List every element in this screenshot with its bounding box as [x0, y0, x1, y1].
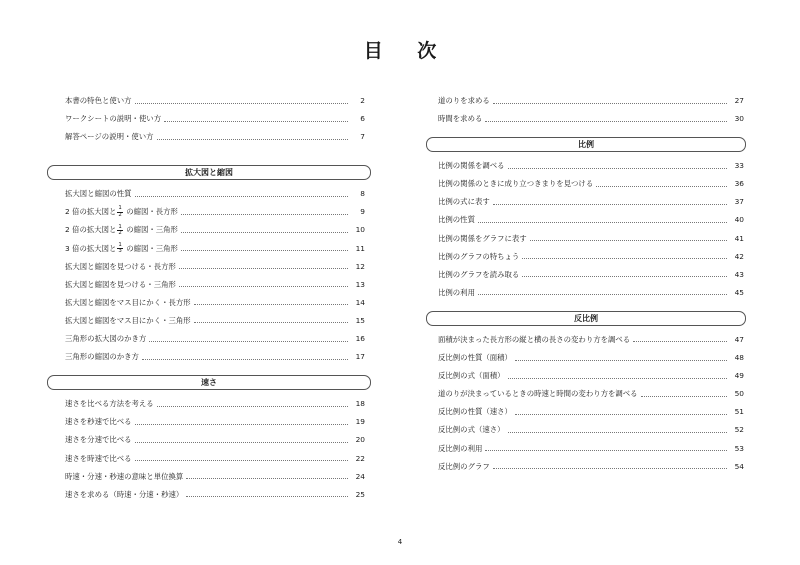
toc-entry-label: 比例のグラフを読み取る — [438, 269, 520, 279]
dot-leader — [157, 406, 348, 407]
toc-entry[interactable] — [65, 450, 365, 468]
dot-leader — [181, 232, 348, 233]
toc-entry-label: 比例の関係を調べる — [438, 161, 505, 171]
dot-leader — [478, 222, 727, 223]
toc-entry-page: 6 — [360, 114, 365, 124]
toc-entry-label: 比例の性質 — [438, 215, 475, 225]
toc-entry-label-post: の縮図・三角形 — [123, 243, 178, 253]
toc-entry-label: 拡大図と縮図をマス目にかく・長方形 — [65, 297, 191, 307]
toc-entry-label: 比例のグラフの特ちょう — [438, 251, 520, 261]
toc-entry[interactable] — [438, 266, 744, 284]
dot-leader — [135, 460, 348, 461]
dot-leader — [493, 468, 727, 469]
toc-entry[interactable] — [438, 284, 744, 302]
fraction-denominator: 3 — [118, 248, 122, 255]
toc-entry[interactable] — [65, 348, 365, 366]
intro-list — [65, 92, 365, 146]
dot-leader — [142, 359, 348, 360]
toc-entry-page: 45 — [734, 287, 744, 297]
toc-entry-page: 49 — [734, 371, 744, 381]
toc-entry[interactable] — [438, 458, 744, 476]
toc-entry-page: 36 — [734, 179, 744, 189]
dot-leader — [493, 103, 727, 104]
section-heading-enlarged-reduced: 拡大図と縮図 — [47, 165, 371, 180]
toc-entry-label-post: の縮図・長方形 — [123, 207, 178, 217]
section-heading-speed: 速さ — [47, 375, 371, 390]
section-list-speed — [65, 395, 365, 504]
toc-entry-label: 速さを時速で比べる — [65, 453, 132, 463]
toc-entry[interactable] — [65, 203, 365, 221]
toc-entry-page: 15 — [355, 315, 365, 325]
dot-leader — [508, 168, 727, 169]
toc-entry-page: 9 — [360, 207, 365, 217]
toc-entry[interactable] — [65, 92, 365, 110]
page-number: 4 — [397, 538, 403, 546]
page-title: 目 次 — [363, 40, 451, 62]
dot-leader — [485, 121, 727, 122]
toc-entry[interactable] — [438, 331, 744, 349]
toc-entry-label: 三角形の拡大図のかき方 — [65, 334, 147, 344]
dot-leader — [508, 432, 727, 433]
fraction-numerator: 1 — [118, 241, 122, 248]
toc-entry-label: 速さを比べる方法を考える — [65, 399, 154, 409]
dot-leader — [135, 442, 348, 443]
toc-entry-label: 拡大図と縮図をマス目にかく・三角形 — [65, 315, 191, 325]
dot-leader — [181, 214, 348, 215]
dot-leader — [135, 196, 348, 197]
toc-entry-label — [65, 240, 178, 258]
toc-entry-page: 17 — [355, 352, 365, 362]
dot-leader — [641, 396, 727, 397]
toc-entry[interactable] — [65, 312, 365, 330]
toc-right-column — [438, 92, 744, 476]
toc-entry-label: 本書の特色と使い方 — [65, 96, 132, 105]
fraction-numerator: 1 — [118, 205, 122, 212]
toc-entry-page: 30 — [734, 114, 744, 124]
dot-leader — [515, 360, 727, 361]
toc-entry-label-post: の縮図・三角形 — [123, 225, 178, 235]
toc-entry[interactable] — [438, 403, 744, 421]
dot-leader — [157, 139, 348, 140]
toc-entry[interactable] — [65, 221, 365, 239]
toc-entry-page: 43 — [734, 269, 744, 279]
toc-entry-page: 11 — [355, 243, 365, 253]
fraction — [117, 225, 122, 237]
dot-leader — [493, 204, 727, 205]
toc-entry-label: 比例の式に表す — [438, 197, 490, 207]
toc-entry-page: 25 — [355, 489, 365, 499]
toc-entry-label: 比例の関係のときに成り立つきまりを見つける — [438, 179, 594, 189]
toc-entry[interactable] — [65, 128, 365, 146]
toc-entry[interactable] — [438, 175, 744, 193]
toc-entry[interactable] — [65, 431, 365, 449]
toc-entry[interactable] — [65, 395, 365, 413]
toc-entry-page: 52 — [734, 425, 744, 435]
toc-entry-label: 三角形の縮図のかき方 — [65, 352, 139, 362]
fraction — [117, 243, 122, 255]
toc-entry[interactable] — [65, 240, 365, 258]
toc-entry-page: 51 — [734, 407, 744, 417]
toc-entry-page: 10 — [355, 225, 365, 235]
toc-entry-label: 反比例の式（面積） — [438, 371, 505, 381]
toc-entry-label: 速さを求める（時速・分速・秒速） — [65, 489, 184, 499]
toc-entry-label: 拡大図と縮図を見つける・三角形 — [65, 279, 176, 289]
dot-leader — [149, 341, 348, 342]
toc-entry-page: 54 — [734, 461, 744, 471]
toc-entry[interactable] — [438, 230, 744, 248]
toc-entry[interactable] — [65, 258, 365, 276]
section-heading-inverse-proportion: 反比例 — [426, 311, 746, 326]
toc-entry-label: 速さを分速で比べる — [65, 435, 132, 445]
toc-entry-page: 24 — [355, 471, 365, 481]
toc-entry[interactable] — [65, 185, 365, 203]
toc-entry[interactable] — [438, 157, 744, 175]
toc-entry-label: 反比例の性質（速さ） — [438, 407, 512, 417]
fraction — [117, 206, 122, 218]
fraction-denominator: 2 — [118, 229, 122, 236]
toc-entry[interactable] — [438, 193, 744, 211]
toc-entry[interactable] — [438, 440, 744, 458]
toc-entry-label — [65, 203, 178, 221]
speed-continued-list — [438, 92, 744, 128]
dot-leader — [186, 496, 348, 497]
toc-entry-page: 16 — [355, 334, 365, 344]
toc-entry-page: 42 — [734, 251, 744, 261]
dot-leader — [633, 341, 727, 342]
dot-leader — [194, 304, 348, 305]
toc-entry[interactable] — [65, 276, 365, 294]
toc-entry-page: 48 — [734, 353, 744, 363]
dot-leader — [181, 250, 348, 251]
fraction-denominator: 2 — [118, 211, 122, 218]
dot-leader — [515, 414, 727, 415]
dot-leader — [164, 121, 348, 122]
dot-leader — [530, 240, 727, 241]
dot-leader — [194, 322, 348, 323]
toc-entry-page: 50 — [734, 389, 744, 399]
dot-leader — [179, 286, 348, 287]
toc-entry[interactable] — [65, 413, 365, 431]
toc-entry-page: 33 — [734, 161, 744, 171]
toc-entry-page: 18 — [355, 399, 365, 409]
toc-entry-label-pre: 2 倍の拡大図と — [65, 225, 117, 235]
toc-entry[interactable] — [65, 486, 365, 504]
toc-entry-page: 47 — [734, 334, 744, 344]
toc-entry-label: 比例の利用 — [438, 287, 475, 297]
toc-entry-label: 道のりが決まっているときの時速と時間の変わり方を調べる — [438, 389, 638, 399]
dot-leader — [508, 378, 727, 379]
toc-entry-page: 12 — [355, 261, 365, 271]
dot-leader — [596, 186, 727, 187]
toc-entry-page: 27 — [734, 96, 744, 105]
toc-entry-label: 反比例の利用 — [438, 443, 483, 453]
toc-entry-label: 拡大図と縮図を見つける・長方形 — [65, 261, 176, 271]
toc-left-column — [65, 92, 365, 504]
toc-entry-page: 19 — [355, 417, 365, 427]
toc-entry-page: 20 — [355, 435, 365, 445]
toc-entry[interactable] — [438, 385, 744, 403]
toc-entry-page: 40 — [734, 215, 744, 225]
toc-entry[interactable] — [438, 349, 744, 367]
toc-entry-page: 7 — [360, 132, 365, 142]
section-list-proportion — [438, 157, 744, 302]
toc-entry-label: 時速・分速・秒速の意味と単位換算 — [65, 471, 184, 481]
toc-entry[interactable] — [65, 294, 365, 312]
dot-leader — [186, 478, 348, 479]
toc-entry[interactable] — [438, 92, 744, 110]
toc-entry-label-pre: 2 倍の拡大図と — [65, 207, 117, 217]
toc-entry-label: 反比例の式（速さ） — [438, 425, 505, 435]
dot-leader — [522, 276, 727, 277]
toc-entry-page: 8 — [360, 189, 365, 199]
toc-entry[interactable] — [438, 248, 744, 266]
toc-entry-label: 速さを秒速で比べる — [65, 417, 132, 427]
toc-entry-page: 14 — [355, 297, 365, 307]
toc-entry-label — [65, 221, 178, 239]
toc-entry-label: 拡大図と縮図の性質 — [65, 189, 132, 199]
toc-entry-page: 13 — [355, 279, 365, 289]
toc-entry[interactable] — [438, 421, 744, 439]
section-list-inverse-proportion — [438, 331, 744, 476]
dot-leader — [485, 450, 727, 451]
section-heading-proportion: 比例 — [426, 137, 746, 152]
toc-entry-label: 比例の関係をグラフに表す — [438, 233, 527, 243]
toc-entry[interactable] — [438, 110, 744, 128]
dot-leader — [135, 103, 348, 104]
dot-leader — [179, 268, 348, 269]
dot-leader — [478, 294, 727, 295]
toc-entry-label: 解答ページの説明・使い方 — [65, 132, 154, 142]
toc-entry-label: 反比例の性質（面積） — [438, 353, 512, 363]
dot-leader — [135, 424, 348, 425]
toc-entry-label-pre: 3 倍の拡大図と — [65, 243, 117, 253]
toc-entry-page: 22 — [355, 453, 365, 463]
toc-entry-page: 37 — [734, 197, 744, 207]
fraction-numerator: 1 — [118, 223, 122, 230]
toc-entry[interactable] — [438, 367, 744, 385]
toc-entry-label: 時間を求める — [438, 114, 483, 124]
toc-entry[interactable] — [65, 330, 365, 348]
dot-leader — [522, 258, 727, 259]
toc-entry-page: 41 — [734, 233, 744, 243]
toc-entry-label: ワークシートの説明・使い方 — [65, 114, 162, 124]
toc-entry-label: 反比例のグラフ — [438, 461, 490, 471]
toc-entry[interactable] — [65, 468, 365, 486]
toc-entry-label: 道のりを求める — [438, 96, 490, 105]
section-list-enlarged-reduced — [65, 185, 365, 366]
toc-entry-page: 53 — [734, 443, 744, 453]
toc-entry[interactable] — [65, 110, 365, 128]
toc-entry[interactable] — [438, 211, 744, 229]
toc-entry-page: 2 — [360, 96, 365, 105]
toc-entry-label: 面積が決まった長方形の縦と横の長さの変わり方を調べる — [438, 334, 631, 344]
